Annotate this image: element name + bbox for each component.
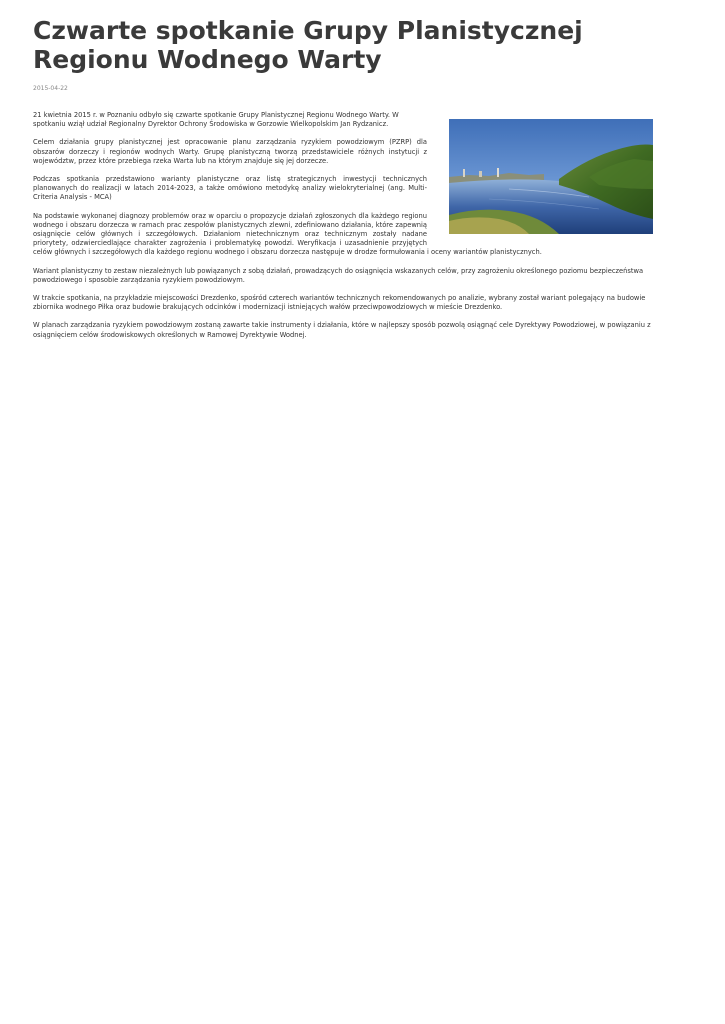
- paragraph: Podczas spotkania przedstawiono warianty planistyczne oraz listę strategicznych inwestycji technicznych planowanych do realizacji w latach 2014-2023, a także omówiono metodykę analizy wielokryterialnej (ang. Multi-Criteria Analysis - MCA): [33, 175, 427, 202]
- article-title: Czwarte spotkanie Grupy Planistycznej Regionu Wodnego Warty: [33, 16, 583, 74]
- paragraph: Na podstawie wykonanej diagnozy problemów oraz w oparciu o propozycje działań zgłoszonych dla każdego regionu wodnego i obszaru dorzecza w ramach prac zespołów planistycznych zlewni, zdefiniowano działania, które zapewnią osiągnięcie celów głównych i szczegółowych. Działaniom nietechnicznym oraz technicznym zostały nadane priorytety, odzwierciedlające charakter zagrożenia i problematykę powodzi. Weryfikacja i uzasadnienie przyjętych celów głównych i szczegółowych dla każdego regionu wodnego i obszaru dorzecza następuje w drodze formułowania i oceny wariantów planistycznych.: [33, 211, 542, 257]
- article: [33, 0, 653, 349]
- paragraph: Celem działania grupy planistycznej jest opracowanie planu zarządzania ryzykiem powodziowym (PZRP) dla obszarów dorzeczy i regionów wodnych Warty. Grupę planistyczną tworzą przedstawiciele różnych instytucji z województw, przez które przebiega rzeka Warta lub na którym znajduje się jej dorzecze.: [33, 138, 427, 165]
- paragraph: Wariant planistyczny to zestaw niezależnych lub powiązanych z sobą działań, prowadzących do osiągnięcia wskazanych celów, przy zagrożeniu określonego poziomu bezpieczeństwa powodziowego i sposobie zarządzania ryzykiem powodziowym.: [33, 266, 644, 284]
- river-photo: [449, 119, 653, 234]
- article-body: [33, 111, 653, 340]
- paragraph: 21 kwietnia 2015 r. w Poznaniu odbyło się czwarte spotkanie Grupy Planistycznej Regionu Wodnego Warty. W spotkaniu wziął udział Regionalny Dyrektor Ochrony Środowiska w Gorzowie Wielkopolskim Jan Rydzanicz.: [33, 111, 399, 129]
- paragraph: W trakcie spotkania, na przykładzie miejscowości Drezdenko, spośród czterech wariantów technicznych rekomendowanych po analizie, wybrany został wariant polegający na budowie zbiornika wodnego Piłka oraz budowie brakujących odcinków i modernizacji istniejących wałów przeciwpowodziowych w mieście Drezdenko.: [33, 294, 646, 312]
- paragraph: W planach zarządzania ryzykiem powodziowym zostaną zawarte takie instrumenty i działania, które w najlepszy sposób pozwolą osiągnąć cele Dyrektywy Powodziowej, w powiązaniu z osiągnięciem celów środowiskowych określonych w Ramowej Dyrektywie Wodnej.: [33, 321, 651, 339]
- article-date: 2015-04-22: [33, 85, 68, 92]
